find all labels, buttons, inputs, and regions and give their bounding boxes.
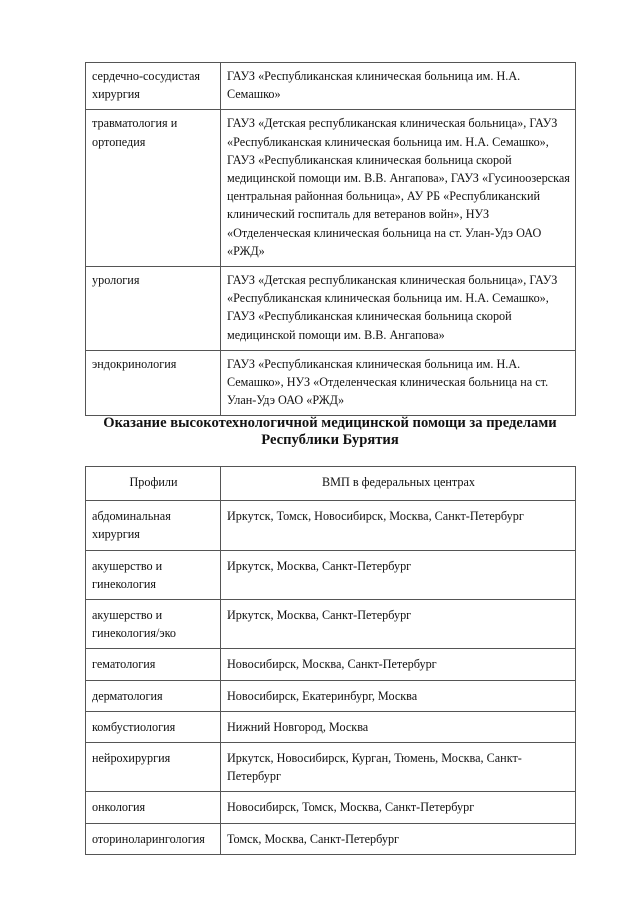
profile-cell: оториноларингология (86, 823, 221, 854)
table-row (86, 501, 576, 550)
centers-cell: Нижний Новгород, Москва (221, 711, 576, 742)
profile-cell: сердечно-сосудистая хирургия (86, 63, 221, 110)
table-row (86, 63, 576, 110)
regional-hospitals-table (85, 62, 576, 416)
hospitals-cell: ГАУЗ «Детская республиканская клиническая больница», ГАУЗ «Республиканская клиническая больница им. Н.А. Семашко», ГАУЗ «Республиканская клиническая больница скорой медицинской помощи им. В.В. Ангапова» (221, 267, 576, 351)
centers-cell: Томск, Москва, Санкт-Петербург (221, 823, 576, 854)
table-row (86, 267, 576, 351)
table-row (86, 823, 576, 854)
table-row (86, 792, 576, 823)
centers-cell: Новосибирск, Москва, Санкт-Петербург (221, 649, 576, 680)
profile-cell: эндокринология (86, 350, 221, 416)
profile-cell: комбустиология (86, 711, 221, 742)
federal-centers-table (85, 466, 576, 855)
table-row (86, 550, 576, 599)
centers-cell: Иркутск, Томск, Новосибирск, Москва, Санкт-Петербург (221, 501, 576, 550)
column-header-centers: ВМП в федеральных центрах (221, 467, 576, 501)
profile-cell: акушерство и гинекология (86, 550, 221, 599)
centers-cell: Иркутск, Москва, Санкт-Петербург (221, 550, 576, 599)
centers-cell: Новосибирск, Екатеринбург, Москва (221, 680, 576, 711)
hospitals-cell: ГАУЗ «Республиканская клиническая больница им. Н.А. Семашко», НУЗ «Отделенческая клиническая больница на ст. Улан-Удэ ОАО «РЖД» (221, 350, 576, 416)
profile-cell: гематология (86, 649, 221, 680)
section-title: Оказание высокотехнологичной медицинской помощи за пределами Республики Бурятия (103, 415, 557, 448)
table-row (86, 600, 576, 649)
table-row (86, 743, 576, 792)
profile-cell: травматология и ортопедия (86, 110, 221, 267)
profile-cell: онкология (86, 792, 221, 823)
table-header-row (86, 467, 576, 501)
profile-cell: дерматология (86, 680, 221, 711)
profile-cell: нейрохирургия (86, 743, 221, 792)
hospitals-cell: ГАУЗ «Республиканская клиническая больница им. Н.А. Семашко» (221, 63, 576, 110)
column-header-profile: Профили (86, 467, 221, 501)
profile-cell: абдоминальная хирургия (86, 501, 221, 550)
table-row (86, 110, 576, 267)
profile-cell: акушерство и гинекология/эко (86, 600, 221, 649)
centers-cell: Иркутск, Москва, Санкт-Петербург (221, 600, 576, 649)
table-row (86, 680, 576, 711)
table-row (86, 649, 576, 680)
profile-cell: урология (86, 267, 221, 351)
centers-cell: Иркутск, Новосибирск, Курган, Тюмень, Москва, Санкт-Петербург (221, 743, 576, 792)
table-row (86, 711, 576, 742)
centers-cell: Новосибирск, Томск, Москва, Санкт-Петербург (221, 792, 576, 823)
table-row (86, 350, 576, 416)
hospitals-cell: ГАУЗ «Детская республиканская клиническая больница», ГАУЗ «Республиканская клиническая больница им. Н.А. Семашко», ГАУЗ «Республиканская клиническая больница скорой медицинской помощи им. В.В. Ангапова», ГАУЗ «Гусиноозерская центральная районная больница», АУ РБ «Республиканский клинический госпиталь для ветеранов войн», НУЗ «Отделенческая клиническая больница на ст. Улан-Удэ ОАО «РЖД» (221, 110, 576, 267)
